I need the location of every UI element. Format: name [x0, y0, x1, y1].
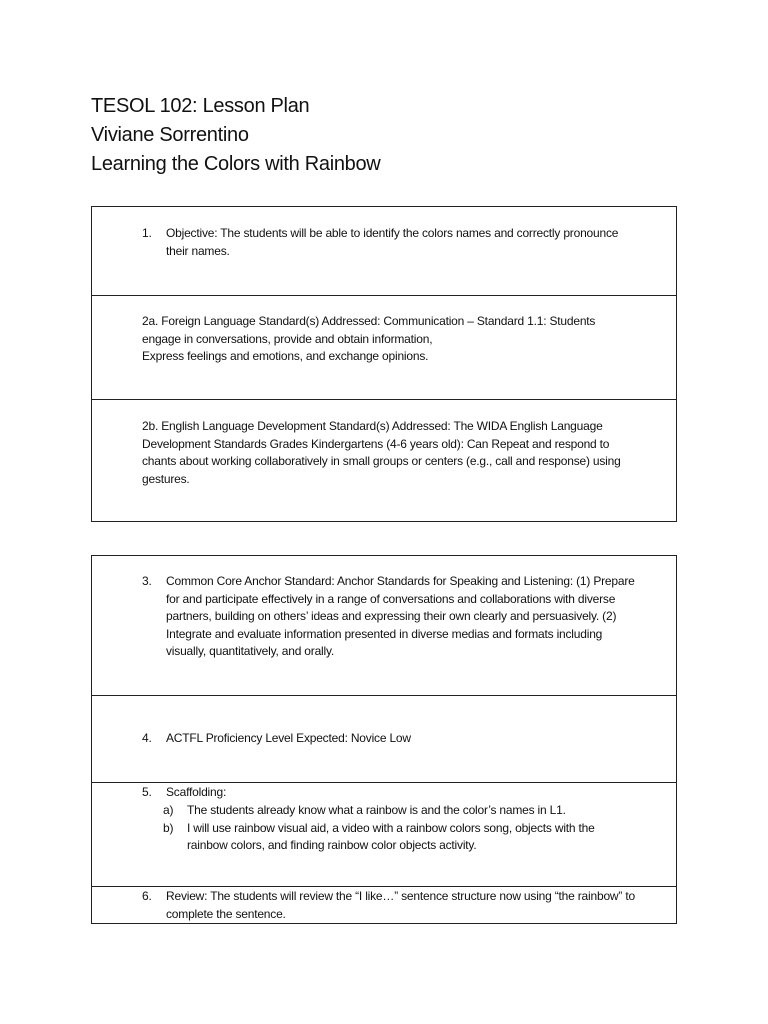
common-core-number: 3. [142, 574, 152, 588]
review-text: Review: The students will review the “I like…” sentence structure now using “the rainbow” to complete the sentence. [166, 889, 635, 921]
standard-2a-text-cont: Express feelings and emotions, and exchange opinions. [142, 349, 429, 363]
objective-item [142, 225, 636, 260]
objective-number: 1. [142, 226, 152, 240]
actfl-row [92, 696, 676, 783]
common-core-row [92, 556, 676, 696]
subitem-label: a) [163, 803, 174, 817]
lesson-details-table [91, 555, 677, 924]
standard-2b-item [142, 418, 636, 488]
common-core-text: Common Core Anchor Standard: Anchor Standards for Speaking and Listening: (1) Prepare for and participate effectively in a range of conversations and collaborations with diverse partners, building on others’ ideas and expressing their own clearly and persuasively. (2) Integrate and evaluate information presented in diverse medias and formats including visually, quantitatively, and orally. [166, 574, 635, 658]
scaffolding-row [92, 783, 676, 887]
review-item [142, 888, 636, 923]
standard-2b-text: 2b. English Language Development Standard(s) Addressed: The WIDA English Language Development Standards Grades Kindergartens (4-6 years old): Can Repeat and respond to chants about working collaboratively in small groups or centers (e.g., call and response) using gestures. [142, 419, 621, 486]
subitem-text: I will use rainbow visual aid, a video with a rainbow colors song, objects with the rainbow colors, and finding rainbow color objects activity. [187, 820, 595, 852]
actfl-text: ACTFL Proficiency Level Expected: Novice Low [166, 731, 411, 745]
standard-2a-text: 2a. Foreign Language Standard(s) Addressed: Communication – Standard 1.1: Students engage in conversations, provide and obtain information, [142, 314, 596, 346]
subitem-label: b) [163, 820, 174, 835]
scaffolding-sublist [142, 802, 636, 855]
standard-2a-row [92, 296, 676, 400]
standards-table [91, 206, 677, 522]
scaffolding-subitem-a [163, 802, 636, 820]
actfl-item [142, 730, 636, 748]
scaffolding-title: Scaffolding: [166, 785, 227, 799]
common-core-item [142, 573, 636, 661]
actfl-number: 4. [142, 731, 152, 745]
objective-row [92, 207, 676, 296]
author-name: Viviane Sorrentino [91, 124, 249, 146]
lesson-title: Learning the Colors with Rainbow [91, 153, 381, 175]
objective-text: Objective: The students will be able to identify the colors names and correctly pronounce their names. [166, 226, 619, 258]
standard-2a-item [142, 313, 636, 366]
document-header [91, 92, 691, 179]
scaffolding-subitem-b [163, 820, 636, 855]
review-number: 6. [142, 889, 152, 903]
course-title: TESOL 102: Lesson Plan [91, 95, 310, 117]
standard-2b-row [92, 400, 676, 521]
subitem-text: The students already know what a rainbow is and the color’s names in L1. [187, 803, 566, 817]
scaffolding-item [142, 784, 636, 802]
review-row [92, 887, 676, 923]
scaffolding-number: 5. [142, 785, 152, 799]
